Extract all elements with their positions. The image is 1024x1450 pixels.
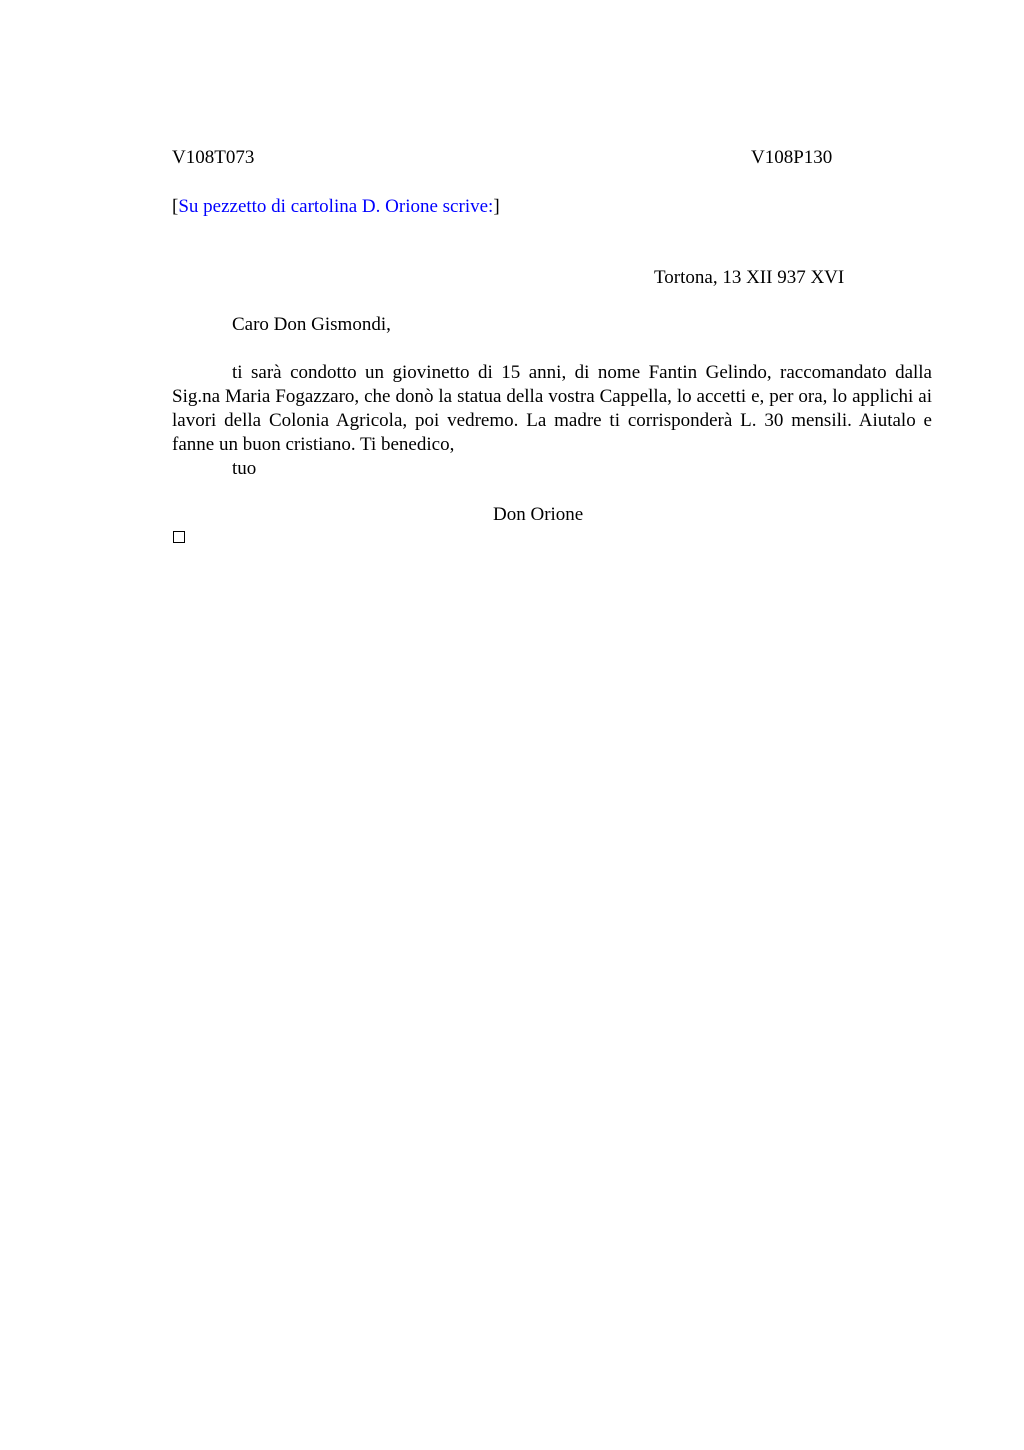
empty-square-icon: [173, 531, 185, 543]
letter-body-paragraph: ti sarà condotto un giovinetto di 15 anni, di nome Fantin Gelindo, raccomandato dalla Sig.na Maria Fogazzaro, che donò la statua della vostra Cappella, lo accetti e, per ora, lo applichi ai lavori della Colonia Agricola, poi vedremo. La madre ti corrisponderà L. 30 mensili. Aiutalo e fanne un buon cristiano. Ti benedico,: [172, 362, 932, 455]
letter-body: [172, 361, 932, 481]
editorial-note-open-bracket: [: [172, 196, 179, 217]
letter-closing: tuo: [232, 458, 257, 479]
letter-place-date: Tortona, 13 XII 937 XVI: [654, 267, 845, 288]
editorial-note-close-bracket: ]: [493, 196, 500, 217]
document-code-left: V108T073: [172, 147, 255, 168]
letter-salutation: Caro Don Gismondi,: [232, 314, 391, 335]
letter-signature: Don Orione: [493, 504, 584, 525]
editorial-note: [172, 195, 500, 219]
editorial-note-text: Su pezzetto di cartolina D. Orione scrive:: [178, 196, 494, 217]
document-code-right: V108P130: [751, 147, 833, 168]
